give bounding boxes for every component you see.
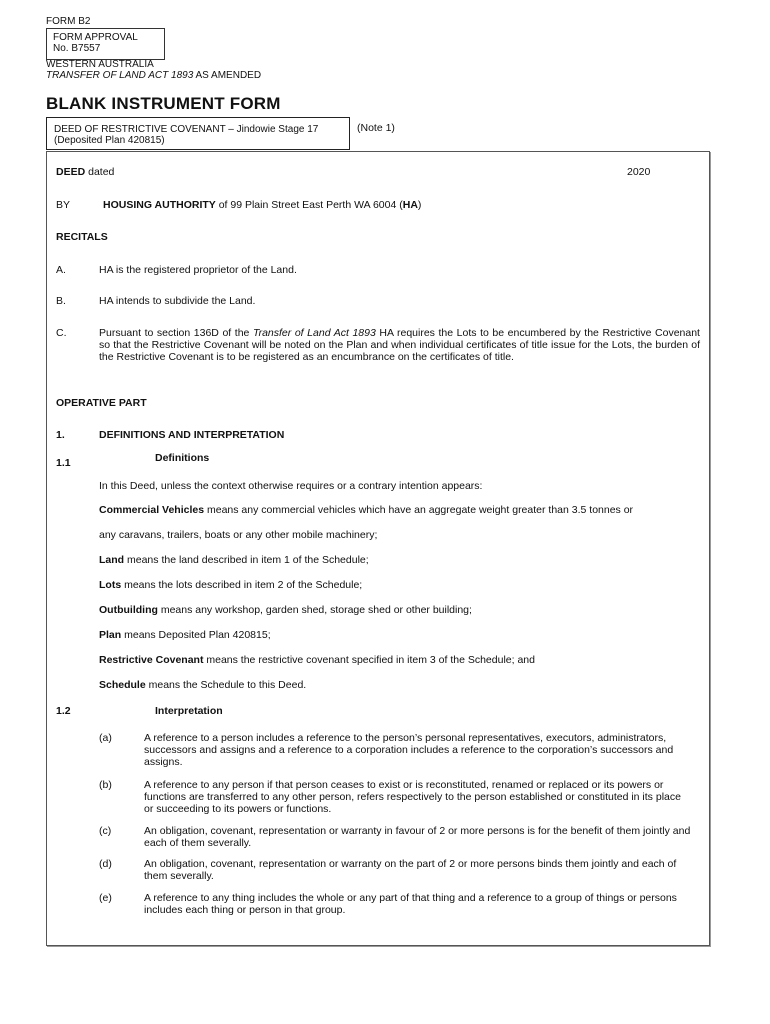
act-line [46, 70, 261, 81]
definition-term: Commercial Vehicles [99, 504, 205, 516]
section-1-1-title: Definitions [155, 452, 210, 464]
note-ref: (Note 1) [357, 122, 395, 134]
definition-text: means any workshop, garden shed, storage shed or other building; [157, 604, 472, 616]
operative-heading: OPERATIVE PART [56, 397, 147, 409]
definition-lots [99, 579, 362, 591]
jurisdiction: WESTERN AUSTRALIA [46, 59, 154, 70]
definition-text: means the land described in item 1 of the Schedule; [124, 554, 369, 566]
approval-line-1: FORM APPROVAL [53, 32, 138, 43]
recital-text-c [99, 327, 700, 363]
definition-text: any caravans, trailers, boats or any other mobile machinery; [99, 529, 378, 541]
form-code: FORM B2 [46, 16, 91, 27]
definition-restrictive-covenant [99, 654, 535, 666]
party-close: ) [417, 199, 422, 211]
definition-commercial-vehicles-cont [99, 529, 377, 541]
instrument-line-1: DEED OF RESTRICTIVE COVENANT – Jindowie Stage 17 [54, 124, 319, 135]
deed-label: DEED [56, 166, 86, 178]
recitals-heading: RECITALS [56, 231, 108, 243]
definition-term: Restrictive Covenant [99, 654, 204, 666]
definition-outbuilding [99, 604, 472, 616]
party-name: HOUSING AUTHORITY [103, 199, 216, 211]
act-name: TRANSFER OF LAND ACT 1893 [46, 70, 194, 81]
interp-text-e: A reference to any thing includes the whole or any part of that thing and a reference to a group of things or persons includes each thing or person in that group. [144, 892, 677, 916]
section-1-1-number: 1.1 [56, 457, 71, 469]
recital-c-pre: Pursuant to section 136D of the [99, 327, 253, 339]
recital-text-b: HA intends to subdivide the Land. [99, 295, 256, 307]
definition-term: Outbuilding [99, 604, 158, 616]
form-approval-box [46, 28, 165, 60]
interp-label-d: (d) [99, 858, 112, 870]
party-address: of 99 Plain Street East Perth WA 6004 ( [215, 199, 403, 211]
deed-line [56, 166, 114, 178]
definition-text: means any commercial vehicles which have an aggregate weight greater than 3.5 tonnes or [204, 504, 634, 516]
party-line [103, 199, 421, 211]
interp-label-a: (a) [99, 732, 112, 744]
interp-text-b: A reference to any person if that person ceases to exist or is reconstituted, renamed or replaced or its powers or functions are transferred to any other person, refers respectively to the person established or constituted in its place or succeeding to its powers or functions. [144, 779, 681, 815]
instrument-box [46, 117, 350, 150]
definition-term: Schedule [99, 679, 146, 691]
deed-year: 2020 [627, 166, 651, 178]
definition-text: means Deposited Plan 420815; [121, 629, 271, 641]
definition-term: Lots [99, 579, 122, 591]
recital-letter-a: A. [56, 264, 66, 276]
recital-text-a: HA is the registered proprietor of the Land. [99, 264, 297, 276]
interp-label-b: (b) [99, 779, 112, 791]
deed-dated: dated [85, 166, 115, 178]
interp-text-c: An obligation, covenant, representation or warranty in favour of 2 or more persons is for the benefit of them jointly and each of them severally. [144, 825, 691, 849]
instrument-line-2: (Deposited Plan 420815) [54, 135, 165, 146]
section-1-title: DEFINITIONS AND INTERPRETATION [99, 429, 285, 441]
recital-c-post: HA requires the Lots to be encumbered by the Restrictive Covenant so that the Restrictive Covenant will be noted on the Plan and when individual certificates of title issue for the Lots, the burden of the Restrictive Covenant is to be registered as an encumbrance on the certificates of title. [99, 327, 700, 363]
definition-schedule [99, 679, 306, 691]
interp-text-d: An obligation, covenant, representation or warranty on the part of 2 or more persons binds them jointly and each of them severally. [144, 858, 677, 882]
definition-text: means the Schedule to this Deed. [145, 679, 307, 691]
act-suffix: AS AMENDED [193, 70, 262, 81]
interp-label-e: (e) [99, 892, 112, 904]
definition-land [99, 554, 369, 566]
recital-c-act: Transfer of Land Act 1893 [252, 327, 376, 339]
definition-term: Plan [99, 629, 122, 641]
approval-line-2: No. B7557 [53, 43, 101, 54]
section-1-2-number: 1.2 [56, 705, 71, 717]
definition-text: means the lots described in item 2 of the Schedule; [121, 579, 363, 591]
page-title: BLANK INSTRUMENT FORM [46, 94, 281, 113]
interp-label-c: (c) [99, 825, 112, 837]
definition-text: means the restrictive covenant specified in item 3 of the Schedule; and [203, 654, 535, 666]
recital-letter-b: B. [56, 295, 66, 307]
section-1-number: 1. [56, 429, 65, 441]
recital-letter-c: C. [56, 327, 67, 339]
definition-commercial-vehicles [99, 504, 633, 516]
party-abbr: HA [402, 199, 418, 211]
by-label: BY [56, 199, 71, 211]
section-1-2-title: Interpretation [155, 705, 223, 717]
definitions-intro: In this Deed, unless the context otherwise requires or a contrary intention appears: [99, 480, 483, 492]
interp-text-a: A reference to a person includes a reference to the person’s personal representatives, executors, administrators, successors and assigns and a reference to a corporation includes a reference to the corporation’s successors and assigns. [144, 732, 674, 768]
definition-term: Land [99, 554, 125, 566]
definition-plan [99, 629, 271, 641]
